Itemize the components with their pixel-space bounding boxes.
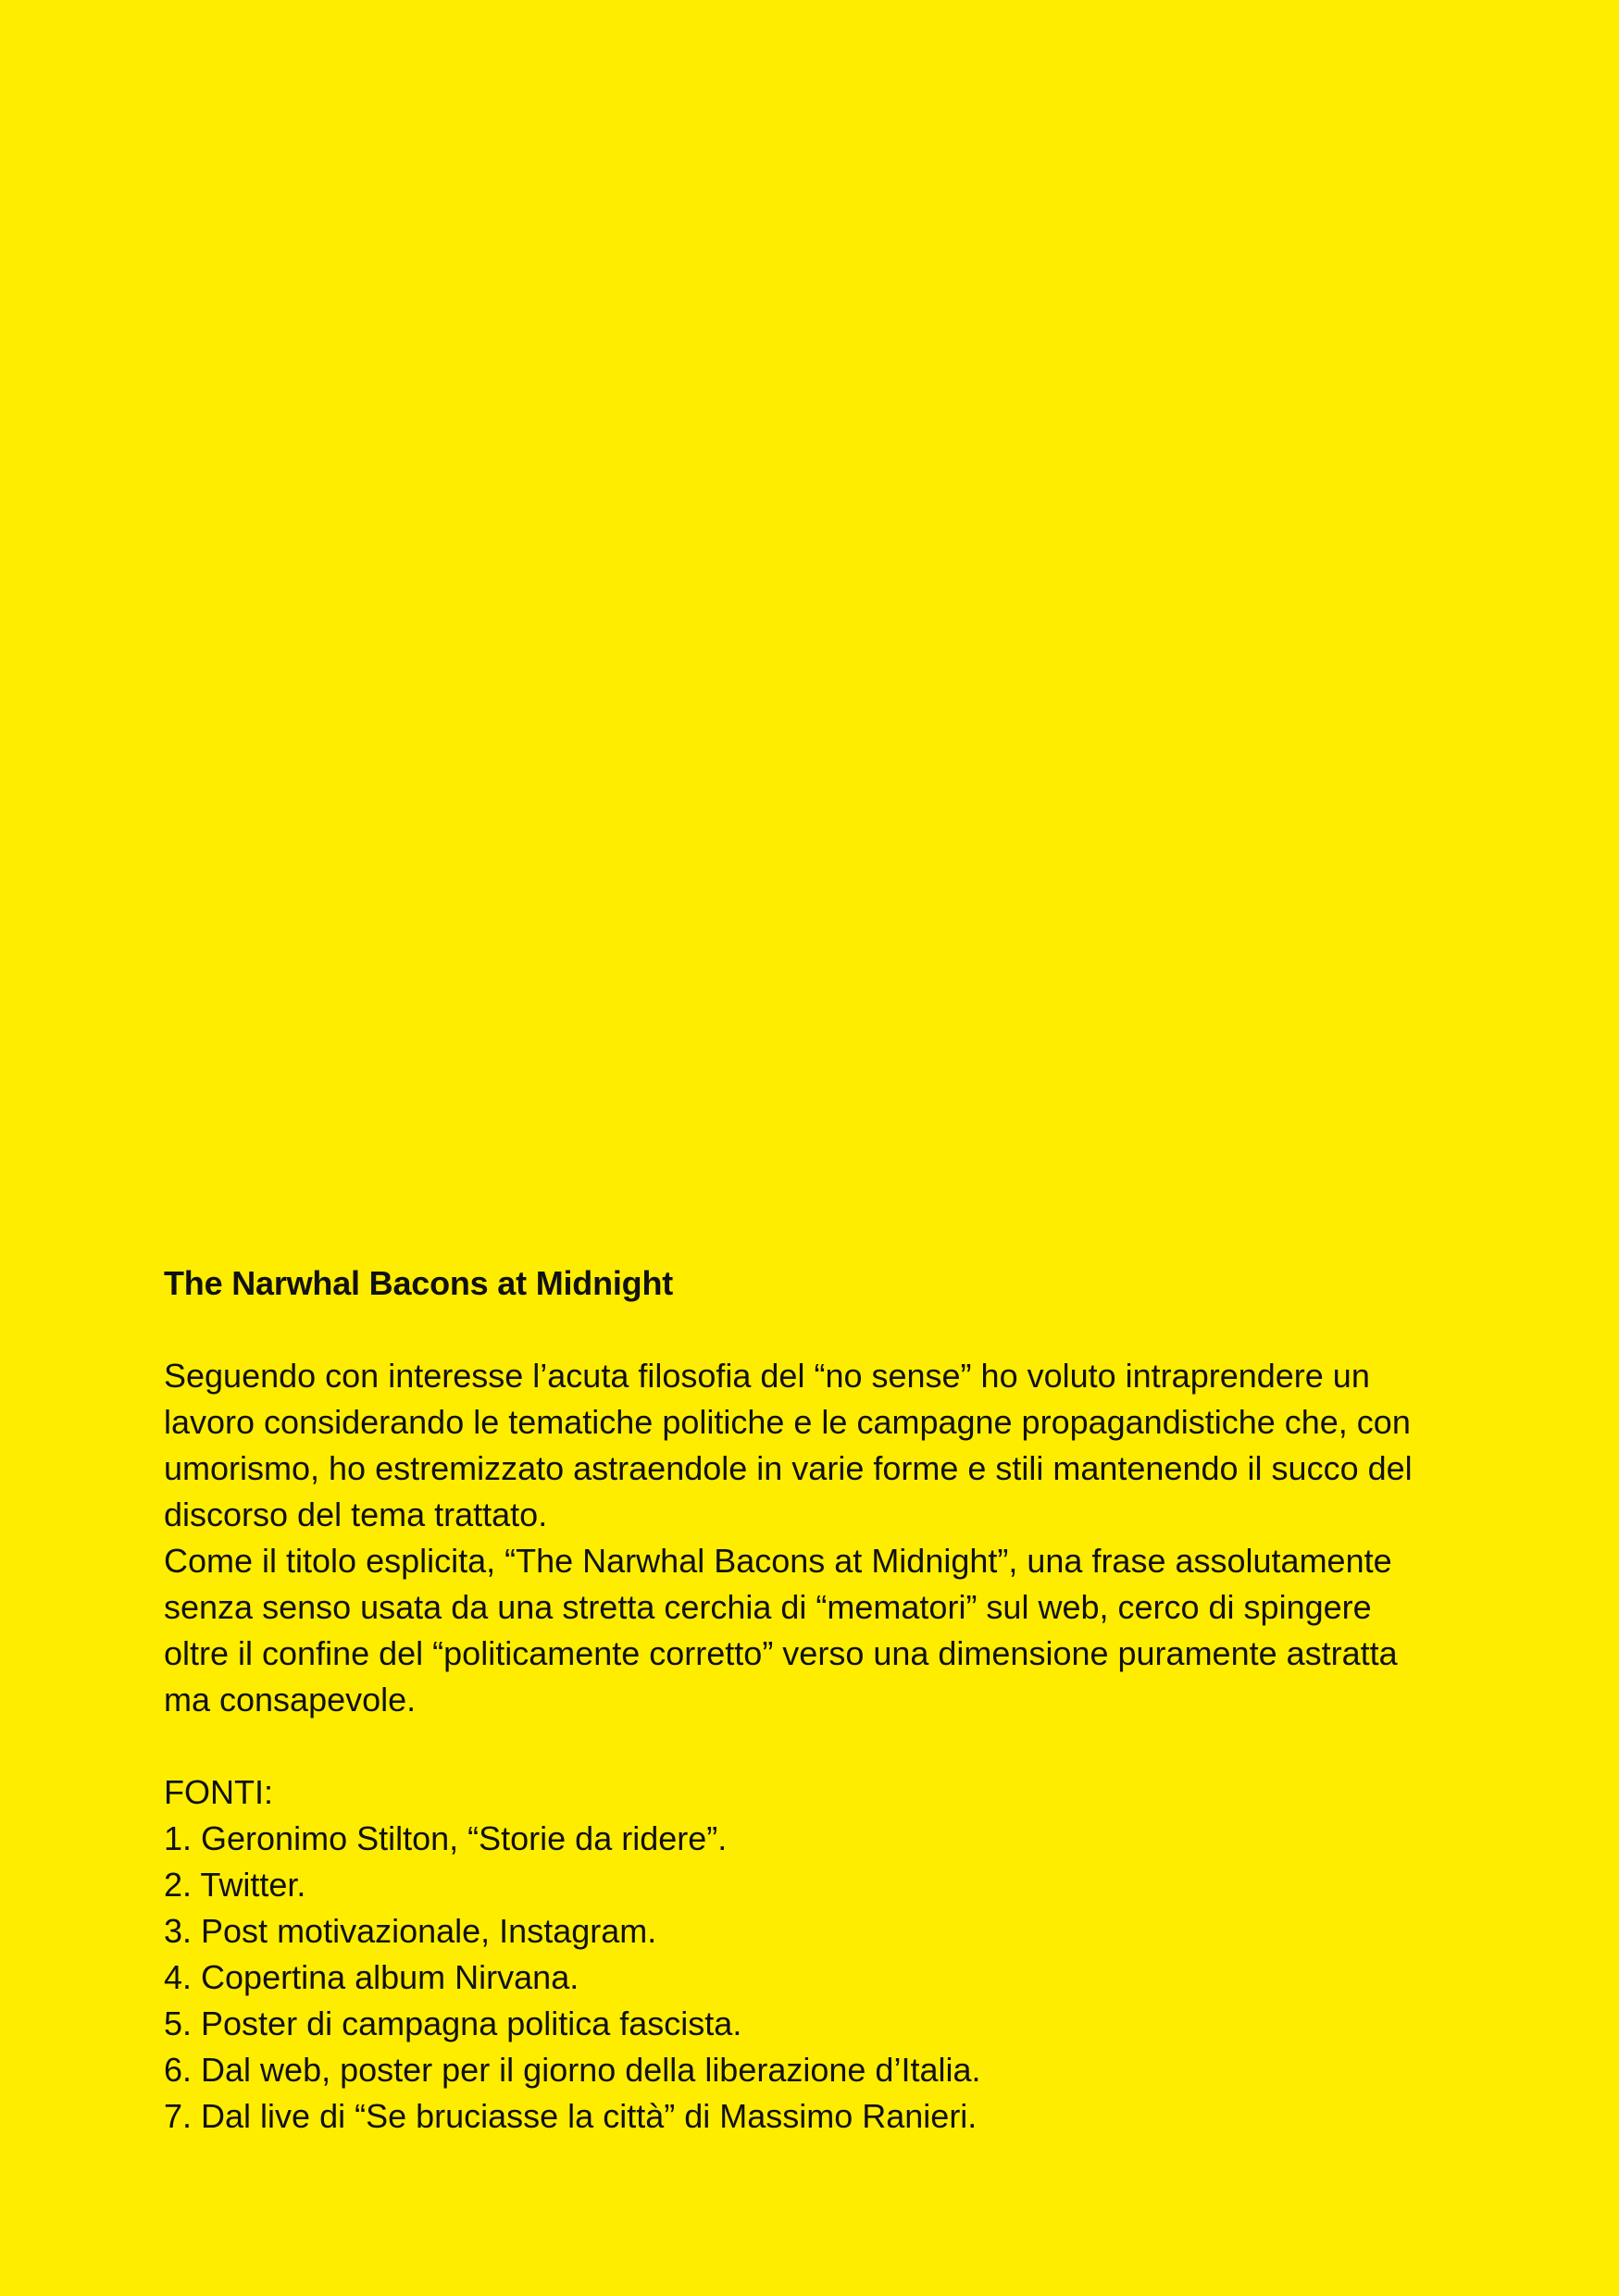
document-title: The Narwhal Bacons at Midnight	[164, 1264, 674, 1302]
spacer	[164, 1723, 1497, 1769]
source-item: 5. Poster di campagna politica fascista.	[164, 2004, 742, 2042]
source-item: 6. Dal web, poster per il giorno della liberazione d’Italia.	[164, 2051, 981, 2089]
text-block	[164, 1260, 1497, 2140]
paragraph-1: Seguendo con interesse l’acuta filosofia del “no sense” ho voluto intraprendere un lavoro considerando le tematiche politiche e le campagne propagandistiche che, con umorismo, ho estremizzato astraendole in varie forme e stili mantenendo il succo del discorso del tema trattato.	[164, 1357, 1413, 1533]
source-item: 7. Dal live di “Se bruciasse la città” di Massimo Ranieri.	[164, 2097, 978, 2135]
source-item: 4. Copertina album Nirvana.	[164, 1958, 579, 1996]
sources-list	[164, 1816, 1497, 2140]
source-item: 3. Post motivazionale, Instagram.	[164, 1912, 657, 1950]
sources-heading: FONTI:	[164, 1773, 273, 1811]
paragraph-2: Come il titolo esplicita, “The Narwhal Bacons at Midnight”, una frase assolutamente senza senso usata da una stretta cerchia di “mematori” sul web, cerco di spingere oltre il confine del “politicamente corretto” verso una dimensione puramente astratta ma consapevole.	[164, 1542, 1398, 1719]
source-item: 1. Geronimo Stilton, “Storie da ridere”.	[164, 1819, 728, 1857]
source-item: 2. Twitter.	[164, 1866, 306, 1904]
spacer	[164, 1307, 1497, 1353]
